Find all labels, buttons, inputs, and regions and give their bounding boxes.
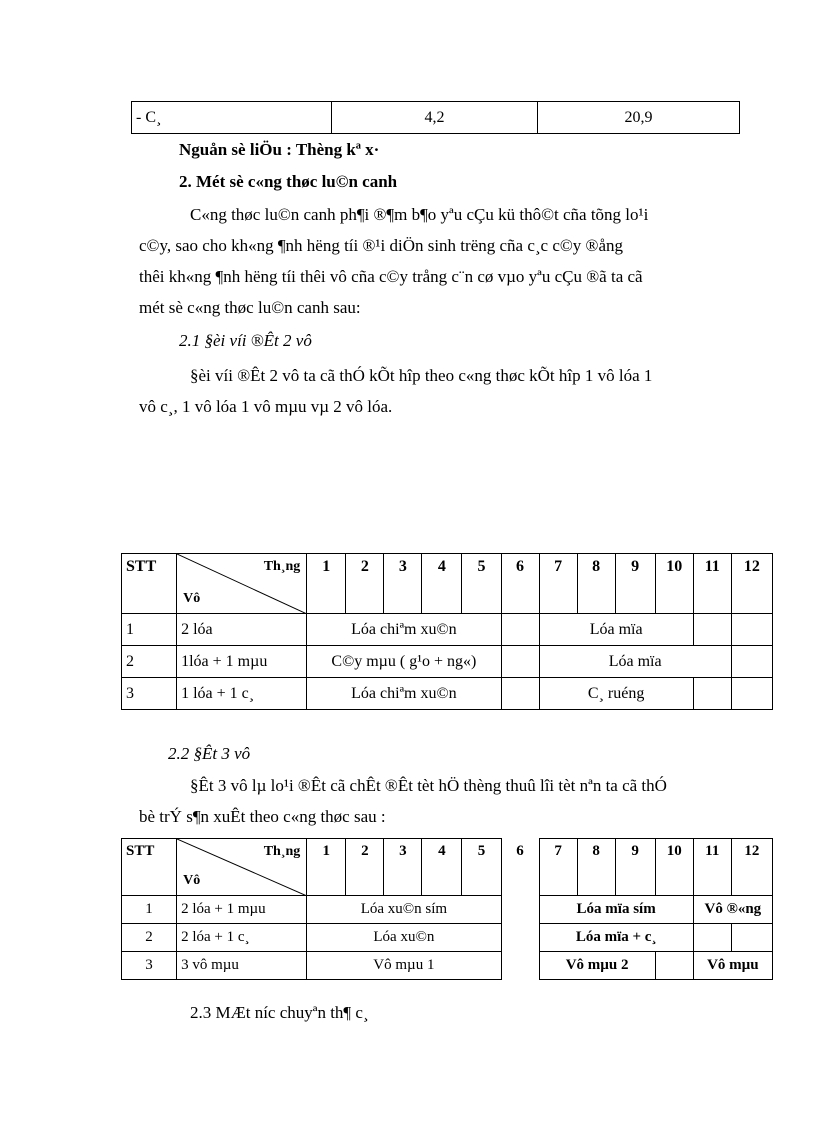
empty-cell xyxy=(501,614,539,646)
table-header-row xyxy=(122,554,773,614)
month-header-cell: 7 xyxy=(539,839,577,896)
paragraph-line: bè trÝ s¶n xuÊt theo c«ng thøc sau : xyxy=(139,807,386,826)
month-header-cell: 4 xyxy=(422,839,462,896)
season-cell: Lóa chiªm xu©n xyxy=(307,614,501,646)
season-cell: Lóa xu©n xyxy=(307,924,501,952)
paragraph-line: thêi kh«ng ¶nh hëng tíi thêi vô cña c©y trång c¨n cø vµo yªu cÇu ®ã ta cã xyxy=(139,267,643,286)
subsection-title: 2.3 MÆt níc chuyªn th¶ c¸ xyxy=(190,1003,369,1022)
season-cell: Lóa mïa xyxy=(539,614,693,646)
paragraph-line: §Êt 3 vô lµ lo¹i ®Êt cã chÊt ®Êt tèt hÖ thèng thuû lîi tèt nªn ta cã thÓ xyxy=(190,776,667,795)
paragraph-line: vô c¸, 1 vô lóa 1 vô mµu vµ 2 vô lóa. xyxy=(139,397,393,416)
month-header-cell: 10 xyxy=(655,839,693,896)
stt-header: STT xyxy=(122,554,177,614)
crop-cell: 1 lóa + 1 c¸ xyxy=(177,678,307,710)
season-cell: Lóa mïa xyxy=(539,646,731,678)
month-crop-header xyxy=(177,839,307,896)
table-cell: 4,2 xyxy=(332,102,538,134)
crop-table-3-season xyxy=(121,838,773,980)
empty-cell xyxy=(693,614,731,646)
empty-cell xyxy=(501,678,539,710)
month-header: Th¸ng xyxy=(263,559,301,574)
paragraph-line: mét sè c«ng thøc lu©n canh sau: xyxy=(139,298,361,317)
month-header-cell: 9 xyxy=(615,554,655,614)
table-row xyxy=(122,952,773,980)
season-cell: Vô mµu 1 xyxy=(307,952,501,980)
season-cell: Vô mµu 2 xyxy=(539,952,655,980)
month-header: Th¸ng xyxy=(263,844,301,859)
month-header-cell: 9 xyxy=(615,839,655,896)
stt-cell: 1 xyxy=(122,896,177,924)
stt-cell: 3 xyxy=(122,952,177,980)
season-cell: Lóa chiªm xu©n xyxy=(307,678,501,710)
section-title: 2. Mét sè c«ng thøc lu©n canh xyxy=(179,172,398,191)
season-cell: Lóa mïa + c¸ xyxy=(539,924,693,952)
table-cell: 20,9 xyxy=(538,102,740,134)
month-header-cell: 1 xyxy=(307,554,346,614)
empty-cell xyxy=(731,678,772,710)
table-row xyxy=(122,924,773,952)
crop-cell: 1lóa + 1 mµu xyxy=(177,646,307,678)
empty-cell xyxy=(501,952,539,980)
table-row xyxy=(122,678,773,710)
month-header-cell: 6 xyxy=(501,839,539,896)
crop-table-2-season xyxy=(121,553,773,710)
month-header-cell: 12 xyxy=(731,839,772,896)
month-header-cell: 3 xyxy=(384,839,422,896)
subsection-title: 2.2 §Êt 3 vô xyxy=(168,744,251,763)
crop-cell: 3 vô mµu xyxy=(177,952,307,980)
crop-cell: 2 lóa + 1 c¸ xyxy=(177,924,307,952)
empty-cell xyxy=(501,646,539,678)
month-header-cell: 10 xyxy=(655,554,693,614)
empty-cell xyxy=(731,646,772,678)
stt-header: STT xyxy=(122,839,177,896)
stt-cell: 3 xyxy=(122,678,177,710)
season-cell: Vô ®«ng xyxy=(693,896,772,924)
empty-cell xyxy=(693,678,731,710)
table-row xyxy=(122,896,773,924)
month-header-cell: 5 xyxy=(462,554,501,614)
table-row xyxy=(122,646,773,678)
paragraph-line: C«ng thøc lu©n canh ph¶i ®¶m b¶o yªu cÇu kü thô©t cña tõng lo¹i xyxy=(190,205,649,224)
month-header-cell: 1 xyxy=(307,839,346,896)
month-header-cell: 2 xyxy=(346,554,384,614)
month-header-cell: 8 xyxy=(577,839,615,896)
stt-cell: 2 xyxy=(122,924,177,952)
top-table xyxy=(131,101,740,134)
season-cell: Lóa mïa sím xyxy=(539,896,693,924)
month-header-cell: 8 xyxy=(577,554,615,614)
month-header-cell: 11 xyxy=(693,839,731,896)
month-crop-header xyxy=(177,554,307,614)
table-row xyxy=(132,102,740,134)
table-header-row xyxy=(122,839,773,896)
month-header-cell: 12 xyxy=(731,554,772,614)
stt-cell: 2 xyxy=(122,646,177,678)
source-line: Nguån sè liÖu : Thèng kª x· xyxy=(179,140,380,159)
subsection-title: 2.1 §èi víi ®Êt 2 vô xyxy=(179,331,312,350)
empty-cell xyxy=(655,952,693,980)
month-header-cell: 7 xyxy=(539,554,577,614)
season-cell: Lóa xu©n sím xyxy=(307,896,501,924)
empty-cell xyxy=(693,924,731,952)
month-header-cell: 3 xyxy=(384,554,422,614)
season-cell: C©y mµu ( g¹o + ng«) xyxy=(307,646,501,678)
season-cell: Vô mµu xyxy=(693,952,772,980)
month-header-cell: 2 xyxy=(346,839,384,896)
month-header-cell: 11 xyxy=(693,554,731,614)
crop-header: Vô xyxy=(183,591,201,606)
table-cell: - C¸ xyxy=(132,102,332,134)
stt-cell: 1 xyxy=(122,614,177,646)
empty-cell xyxy=(501,896,539,924)
month-header-cell: 5 xyxy=(462,839,501,896)
paragraph-line: c©y, sao cho kh«ng ¶nh hëng tíi ®¹i diÖn sinh trëng cña c¸c c©y ®ång xyxy=(139,236,624,255)
crop-header: Vô xyxy=(183,873,201,888)
paragraph-line: §èi víi ®Êt 2 vô ta cã thÓ kÕt hîp theo c«ng thøc kÕt hîp 1 vô lóa 1 xyxy=(190,366,653,385)
month-header-cell: 4 xyxy=(422,554,462,614)
crop-cell: 2 lóa xyxy=(177,614,307,646)
crop-cell: 2 lóa + 1 mµu xyxy=(177,896,307,924)
empty-cell xyxy=(731,614,772,646)
empty-cell xyxy=(731,924,772,952)
season-cell: C¸ ruéng xyxy=(539,678,693,710)
month-header-cell: 6 xyxy=(501,554,539,614)
empty-cell xyxy=(501,924,539,952)
table-row xyxy=(122,614,773,646)
